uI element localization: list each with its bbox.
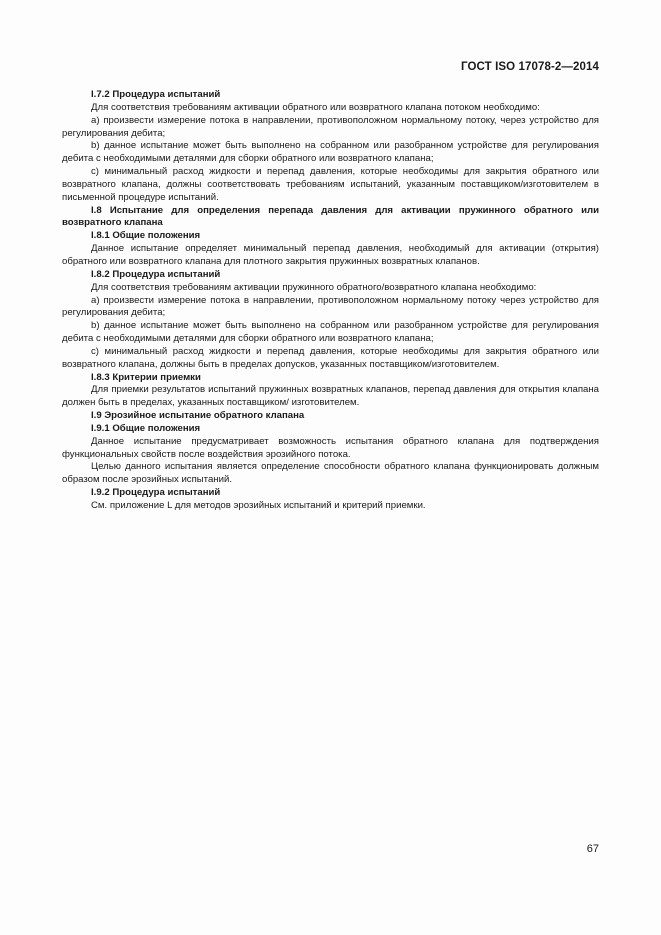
paragraph: Для приемки результатов испытаний пружинных возвратных клапанов, перепад давления для открытия клапана должен быть в пределах, указанных поставщиком/ изготовителем. bbox=[62, 384, 599, 409]
document-body bbox=[62, 89, 599, 513]
paragraph: Для соответствия требованиям активации пружинного обратного/возвратного клапана необходимо: bbox=[91, 281, 537, 293]
section-heading: I.8.2 Процедура испытаний bbox=[91, 268, 221, 280]
paragraph: См. приложение L для методов эрозийных испытаний и критерий приемки. bbox=[91, 500, 426, 511]
paragraph: Для соответствия требованиям активации обратного или возвратного клапана потоком необходимо: bbox=[91, 101, 540, 113]
standard-designation: ГОСТ ISO 17078-2—2014 bbox=[461, 61, 599, 73]
list-item: b) данное испытание может быть выполнено на собранном или разобранном устройстве для регулирования дебита с необходимыми деталями для сборки обратного или возвратного клапана; bbox=[62, 320, 599, 345]
list-item: c) минимальный расход жидкости и перепад давления, которые необходимы для закрытия обратного или возвратного клапана, должны быть в пределах допусков, указанных поставщиком/изготовителем. bbox=[62, 345, 599, 370]
paragraph: Данное испытание определяет минимальный перепад давления, необходимый для активации (открытия) обратного или возвратного клапана для плотного закрытия пружинных возвратных клапанов. bbox=[62, 243, 599, 267]
list-item: a) произвести измерение потока в направлении, противоположном нормальному потоку, через устройство для регулирования дебита; bbox=[62, 114, 599, 139]
section-heading: I.8 Испытание для определения перепада давления для активации пружинного обратного или возвратного клапана bbox=[62, 204, 599, 229]
section-heading: I.7.2 Процедура испытаний bbox=[91, 89, 221, 100]
page-number: 67 bbox=[586, 843, 599, 855]
section-heading: I.9 Эрозийное испытание обратного клапана bbox=[91, 410, 305, 422]
list-item: b) данное испытание может быть выполнено на собранном или разобранном устройстве для регулирования дебита с необходимыми деталями для сборки обратного или возвратного клапана; bbox=[62, 140, 599, 165]
list-item: c) минимальный расход жидкости и перепад давления, которые необходимы для закрытия обратного или возвратного клапана, должны соответствовать требованиям испытаний, указанным поставщиком/изготовителем в письменной процедуре испытаний. bbox=[62, 166, 599, 203]
section-heading: I.8.3 Критерии приемки bbox=[91, 371, 201, 383]
paragraph: Данное испытание предусматривает возможность испытания обратного клапана для подтверждения функциональных свойств после воздействия эрозийного потока. bbox=[62, 435, 599, 460]
list-item: a) произвести измерение потока в направлении, противоположном нормальному потоку через устройство для регулирования дебита; bbox=[62, 294, 599, 319]
section-heading: I.9.2 Процедура испытаний bbox=[91, 487, 221, 499]
section-heading: I.9.1 Общие положения bbox=[91, 422, 201, 434]
paragraph: Целью данного испытания является определение способности обратного клапана функционировать должным образом после эрозийных испытаний. bbox=[62, 461, 599, 486]
section-heading: I.8.1 Общие положения bbox=[91, 230, 201, 242]
